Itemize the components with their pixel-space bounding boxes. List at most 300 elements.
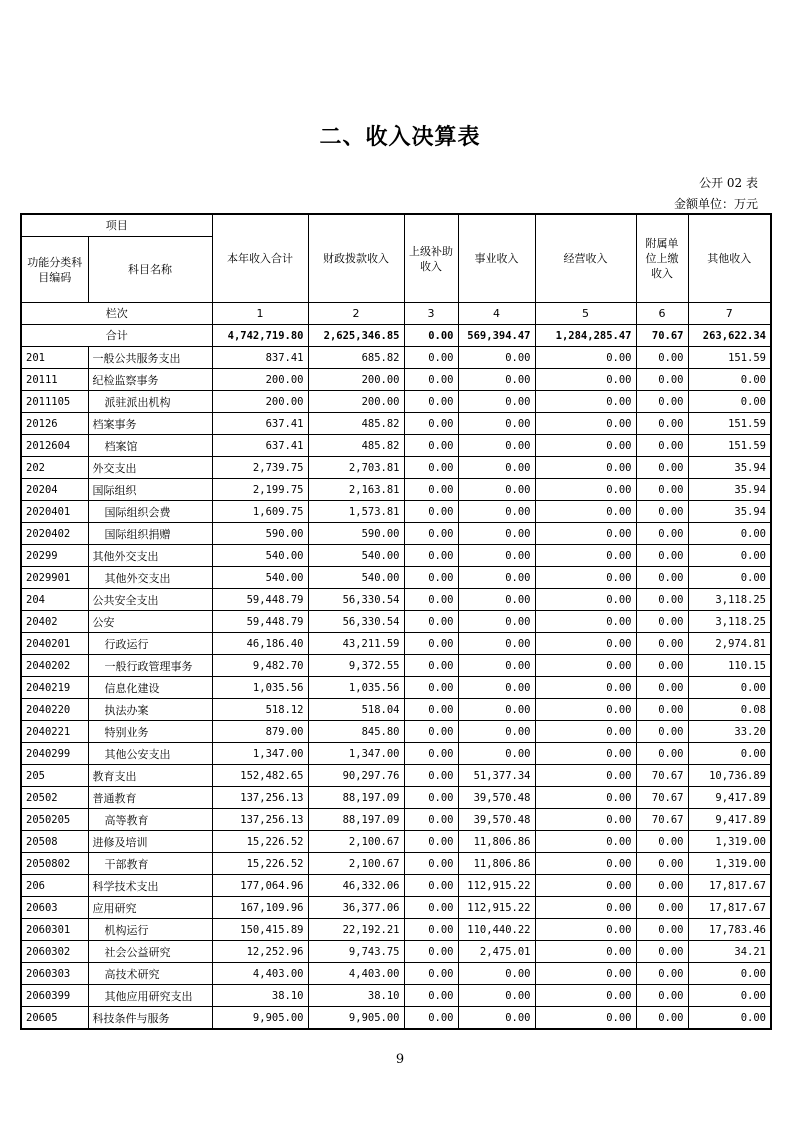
amount-cell: 0.00 [458,633,535,655]
page-title: 二、收入决算表 [319,125,481,150]
amount-cell: 0.00 [535,787,636,809]
amount-cell: 0.00 [636,501,688,523]
subject-code: 2020402 [21,523,88,545]
amount-cell: 0.00 [535,831,636,853]
amount-cell: 10,736.89 [688,765,771,787]
amount-cell: 90,297.76 [308,765,404,787]
subject-code: 206 [21,875,88,897]
amount-cell: 35.94 [688,457,771,479]
amount-cell: 0.00 [535,545,636,567]
amount-cell: 4,403.00 [308,963,404,985]
table-row [21,897,771,919]
amount-cell: 540.00 [212,567,308,589]
subject-code: 2011105 [21,391,88,413]
amount-cell: 0.00 [458,347,535,369]
amount-cell: 11,806.86 [458,831,535,853]
amount-cell: 35.94 [688,501,771,523]
subject-name: 档案事务 [88,413,212,435]
subject-code: 20204 [21,479,88,501]
project-header: 项目 [21,214,212,237]
table-row [21,391,771,413]
amount-cell: 151.59 [688,347,771,369]
amount-cell: 34.21 [688,941,771,963]
amount-cell: 177,064.96 [212,875,308,897]
amount-cell: 2,739.75 [212,457,308,479]
amount-cell: 0.00 [535,941,636,963]
subject-code: 20508 [21,831,88,853]
amount-cell: 0.00 [636,523,688,545]
amount-cell: 0.00 [535,765,636,787]
total-value: 569,394.47 [458,325,535,347]
amount-cell: 0.00 [636,941,688,963]
amount-cell: 0.00 [636,963,688,985]
amount-cell: 0.00 [636,655,688,677]
subject-code: 2060301 [21,919,88,941]
subject-name: 执法办案 [88,699,212,721]
subject-name: 教育支出 [88,765,212,787]
amount-cell: 0.00 [636,589,688,611]
subject-code: 2060399 [21,985,88,1007]
table-row [21,369,771,391]
table-row [21,677,771,699]
name-col-header: 科目名称 [88,237,212,303]
amount-cell: 0.00 [688,1007,771,1030]
total-value: 263,622.34 [688,325,771,347]
amount-cell: 0.00 [535,413,636,435]
amount-cell: 59,448.79 [212,611,308,633]
table-row [21,545,771,567]
amount-cell: 485.82 [308,413,404,435]
table-row [21,787,771,809]
amount-cell: 151.59 [688,413,771,435]
table-row [21,941,771,963]
amount-cell: 43,211.59 [308,633,404,655]
subject-code: 2012604 [21,435,88,457]
amount-cell: 9,417.89 [688,787,771,809]
subject-code: 20299 [21,545,88,567]
amount-cell: 0.00 [458,699,535,721]
amount-cell: 0.00 [688,677,771,699]
amount-cell: 0.00 [636,347,688,369]
amount-cell: 56,330.54 [308,589,404,611]
amount-cell: 0.00 [404,347,458,369]
subject-code: 2050802 [21,853,88,875]
subject-code: 201 [21,347,88,369]
amount-cell: 1,035.56 [212,677,308,699]
amount-cell: 0.00 [404,743,458,765]
amount-cell: 0.00 [458,413,535,435]
subject-name: 一般行政管理事务 [88,655,212,677]
amount-cell: 70.67 [636,809,688,831]
subject-code: 20111 [21,369,88,391]
table-row [21,611,771,633]
amount-cell: 1,609.75 [212,501,308,523]
amount-cell: 0.00 [404,523,458,545]
subject-code: 2040201 [21,633,88,655]
amount-cell: 22,192.21 [308,919,404,941]
subject-code: 2040219 [21,677,88,699]
subject-code: 20126 [21,413,88,435]
amount-cell: 59,448.79 [212,589,308,611]
amount-cell: 4,403.00 [212,963,308,985]
amount-cell: 2,100.67 [308,831,404,853]
col-header-4: 事业收入 [458,214,535,303]
amount-cell: 0.00 [404,369,458,391]
subject-name: 纪检监察事务 [88,369,212,391]
table-row [21,875,771,897]
table-row [21,347,771,369]
total-value: 1,284,285.47 [535,325,636,347]
amount-cell: 0.00 [636,677,688,699]
amount-cell: 200.00 [212,391,308,413]
subject-code: 20502 [21,787,88,809]
amount-cell: 152,482.65 [212,765,308,787]
subject-code: 20605 [21,1007,88,1030]
amount-cell: 0.00 [636,369,688,391]
amount-cell: 0.00 [535,853,636,875]
subject-name: 其他应用研究支出 [88,985,212,1007]
amount-cell: 0.00 [636,831,688,853]
amount-cell: 0.00 [535,633,636,655]
amount-cell: 0.00 [688,523,771,545]
amount-cell: 88,197.09 [308,787,404,809]
amount-cell: 0.00 [535,699,636,721]
amount-cell: 0.00 [535,677,636,699]
table-row [21,765,771,787]
amount-cell: 0.00 [404,677,458,699]
total-value: 70.67 [636,325,688,347]
amount-cell: 0.00 [458,611,535,633]
subject-code: 205 [21,765,88,787]
subject-code: 2040299 [21,743,88,765]
table-row [21,523,771,545]
amount-cell: 1,319.00 [688,853,771,875]
amount-cell: 2,475.01 [458,941,535,963]
amount-cell: 38.10 [308,985,404,1007]
subject-name: 国际组织会费 [88,501,212,523]
amount-cell: 485.82 [308,435,404,457]
total-row [21,325,771,347]
amount-cell: 0.00 [404,435,458,457]
table-row [21,919,771,941]
amount-cell: 0.00 [404,413,458,435]
amount-cell: 0.00 [458,721,535,743]
amount-cell: 17,783.46 [688,919,771,941]
amount-cell: 137,256.13 [212,809,308,831]
amount-cell: 0.00 [636,633,688,655]
subject-name: 机构运行 [88,919,212,941]
amount-cell: 200.00 [212,369,308,391]
amount-cell: 0.00 [404,941,458,963]
amount-cell: 9,905.00 [308,1007,404,1030]
amount-cell: 0.00 [404,809,458,831]
amount-cell: 38.10 [212,985,308,1007]
amount-cell: 540.00 [308,567,404,589]
form-number: 公开 02 表 [699,176,758,190]
amount-cell: 0.00 [535,875,636,897]
subject-name: 信息化建设 [88,677,212,699]
amount-cell: 0.00 [688,567,771,589]
amount-cell: 3,118.25 [688,611,771,633]
amount-cell: 137,256.13 [212,787,308,809]
amount-cell: 0.00 [458,545,535,567]
amount-cell: 0.00 [404,611,458,633]
subject-name: 其他公安支出 [88,743,212,765]
subject-code: 2029901 [21,567,88,589]
amount-cell: 0.00 [636,853,688,875]
table-row [21,963,771,985]
subject-name: 公共安全支出 [88,589,212,611]
column-number: 7 [688,303,771,325]
amount-cell: 685.82 [308,347,404,369]
subject-code: 2060303 [21,963,88,985]
amount-cell: 0.00 [535,391,636,413]
subject-code: 2040221 [21,721,88,743]
amount-cell: 46,186.40 [212,633,308,655]
col-header-2: 财政拨款收入 [308,214,404,303]
column-number: 1 [212,303,308,325]
amount-cell: 110,440.22 [458,919,535,941]
amount-cell: 33.20 [688,721,771,743]
amount-cell: 0.00 [535,479,636,501]
subject-name: 其他外交支出 [88,567,212,589]
amount-cell: 590.00 [212,523,308,545]
amount-cell: 12,252.96 [212,941,308,963]
table-row [21,435,771,457]
total-value: 0.00 [404,325,458,347]
amount-cell: 0.00 [688,545,771,567]
amount-cell: 35.94 [688,479,771,501]
col-header-3: 上级补助收入 [404,214,458,303]
amount-cell: 0.00 [535,809,636,831]
subject-name: 国际组织捐赠 [88,523,212,545]
amount-cell: 0.08 [688,699,771,721]
table-body [21,347,771,1030]
amount-cell: 0.00 [535,501,636,523]
subject-name: 高等教育 [88,809,212,831]
amount-cell: 0.00 [404,699,458,721]
amount-cell: 0.00 [458,677,535,699]
subject-code: 2040220 [21,699,88,721]
amount-cell: 0.00 [458,1007,535,1030]
amount-cell: 540.00 [212,545,308,567]
amount-cell: 637.41 [212,413,308,435]
amount-cell: 0.00 [688,391,771,413]
amount-cell: 0.00 [404,875,458,897]
amount-cell: 0.00 [404,985,458,1007]
amount-cell: 0.00 [404,501,458,523]
amount-cell: 0.00 [404,479,458,501]
amount-cell: 200.00 [308,391,404,413]
table-row [21,457,771,479]
table-row [21,809,771,831]
amount-cell: 17,817.67 [688,897,771,919]
subject-name: 国际组织 [88,479,212,501]
amount-cell: 39,570.48 [458,787,535,809]
amount-cell: 0.00 [636,435,688,457]
amount-cell: 0.00 [636,611,688,633]
amount-cell: 51,377.34 [458,765,535,787]
subject-name: 派驻派出机构 [88,391,212,413]
amount-cell: 0.00 [636,699,688,721]
amount-cell: 518.12 [212,699,308,721]
subject-code: 2020401 [21,501,88,523]
amount-cell: 0.00 [636,479,688,501]
amount-cell: 0.00 [458,369,535,391]
amount-cell: 0.00 [688,985,771,1007]
subject-code: 2050205 [21,809,88,831]
subject-code: 202 [21,457,88,479]
amount-cell: 150,415.89 [212,919,308,941]
amount-cell: 0.00 [636,413,688,435]
col-header-1: 本年收入合计 [212,214,308,303]
amount-cell: 845.80 [308,721,404,743]
table-row [21,501,771,523]
amount-cell: 15,226.52 [212,853,308,875]
amount-cell: 0.00 [535,347,636,369]
table-row [21,985,771,1007]
amount-cell: 0.00 [458,523,535,545]
table-row [21,413,771,435]
column-number: 4 [458,303,535,325]
amount-cell: 0.00 [636,743,688,765]
amount-cell: 1,035.56 [308,677,404,699]
code-col-header: 功能分类科目编码 [21,237,88,303]
total-label: 合计 [21,325,212,347]
amount-cell: 0.00 [404,1007,458,1030]
column-number: 3 [404,303,458,325]
amount-cell: 9,372.55 [308,655,404,677]
col-header-7: 其他收入 [688,214,771,303]
amount-cell: 3,118.25 [688,589,771,611]
amount-cell: 0.00 [458,985,535,1007]
amount-cell: 0.00 [535,611,636,633]
amount-cell: 0.00 [404,897,458,919]
amount-cell: 0.00 [535,919,636,941]
amount-cell: 0.00 [404,391,458,413]
amount-cell: 0.00 [404,545,458,567]
amount-cell: 1,347.00 [212,743,308,765]
amount-cell: 17,817.67 [688,875,771,897]
table-row [21,853,771,875]
page-number: 9 [395,1052,405,1067]
amount-cell: 0.00 [688,963,771,985]
amount-cell: 0.00 [535,963,636,985]
subject-code: 2060302 [21,941,88,963]
amount-cell: 0.00 [535,523,636,545]
amount-cell: 2,163.81 [308,479,404,501]
amount-cell: 0.00 [404,721,458,743]
amount-cell: 2,703.81 [308,457,404,479]
amount-cell: 879.00 [212,721,308,743]
amount-cell: 0.00 [535,457,636,479]
amount-cell: 540.00 [308,545,404,567]
amount-cell: 0.00 [535,655,636,677]
subject-name: 一般公共服务支出 [88,347,212,369]
amount-cell: 0.00 [688,369,771,391]
amount-cell: 0.00 [636,897,688,919]
amount-unit: 金额单位：万元 [673,197,758,211]
amount-cell: 46,332.06 [308,875,404,897]
table-row [21,567,771,589]
amount-cell: 39,570.48 [458,809,535,831]
amount-cell: 2,100.67 [308,853,404,875]
amount-cell: 0.00 [636,567,688,589]
amount-cell: 0.00 [458,391,535,413]
amount-cell: 9,743.75 [308,941,404,963]
subject-name: 特别业务 [88,721,212,743]
amount-cell: 0.00 [535,369,636,391]
amount-cell: 88,197.09 [308,809,404,831]
amount-cell: 112,915.22 [458,897,535,919]
amount-cell: 0.00 [535,897,636,919]
subject-name: 进修及培训 [88,831,212,853]
amount-cell: 70.67 [636,787,688,809]
subject-name: 普通教育 [88,787,212,809]
total-value: 4,742,719.80 [212,325,308,347]
amount-cell: 0.00 [636,985,688,1007]
table-row [21,831,771,853]
amount-cell: 0.00 [404,919,458,941]
income-final-accounts-table [20,213,772,1030]
subject-name: 其他外交支出 [88,545,212,567]
amount-cell: 0.00 [535,1007,636,1030]
table-row [21,699,771,721]
amount-cell: 1,347.00 [308,743,404,765]
amount-cell: 0.00 [535,985,636,1007]
subject-name: 应用研究 [88,897,212,919]
subject-name: 干部教育 [88,853,212,875]
amount-cell: 9,417.89 [688,809,771,831]
subject-code: 204 [21,589,88,611]
amount-cell: 637.41 [212,435,308,457]
amount-cell: 0.00 [535,721,636,743]
amount-cell: 0.00 [404,963,458,985]
column-number: 2 [308,303,404,325]
amount-cell: 0.00 [636,391,688,413]
amount-cell: 0.00 [636,545,688,567]
subject-name: 档案馆 [88,435,212,457]
amount-cell: 0.00 [535,567,636,589]
amount-cell: 0.00 [458,589,535,611]
subject-code: 20402 [21,611,88,633]
table-row [21,1007,771,1030]
amount-cell: 0.00 [636,919,688,941]
subject-name: 公安 [88,611,212,633]
amount-cell: 0.00 [404,655,458,677]
column-number: 6 [636,303,688,325]
amount-cell: 0.00 [404,589,458,611]
amount-cell: 0.00 [404,853,458,875]
amount-cell: 9,905.00 [212,1007,308,1030]
total-value: 2,625,346.85 [308,325,404,347]
amount-cell: 0.00 [535,743,636,765]
amount-cell: 112,915.22 [458,875,535,897]
amount-cell: 837.41 [212,347,308,369]
amount-cell: 1,573.81 [308,501,404,523]
amount-cell: 2,199.75 [212,479,308,501]
subject-name: 高技术研究 [88,963,212,985]
table-row [21,743,771,765]
amount-cell: 0.00 [458,435,535,457]
amount-cell: 0.00 [458,743,535,765]
amount-cell: 2,974.81 [688,633,771,655]
amount-cell: 0.00 [458,457,535,479]
subject-code: 20603 [21,897,88,919]
amount-cell: 0.00 [458,655,535,677]
table-row [21,479,771,501]
table-row [21,633,771,655]
